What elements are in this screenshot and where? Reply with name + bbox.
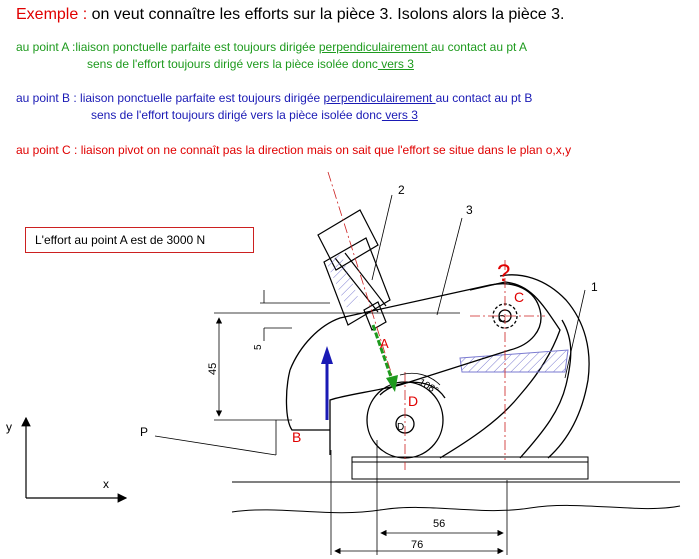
- angle-label: 108°: [416, 377, 440, 397]
- point-b-text-2: sens de l'effort toujours dirigé vers la pièce isolée donc: [91, 108, 382, 122]
- force-note-text: L'effort au point A est de 3000 N: [35, 233, 206, 247]
- base-plate: [232, 457, 680, 513]
- question-mark: ?: [497, 260, 511, 287]
- point-a-text-1b: au contact au pt A: [430, 40, 528, 54]
- point-a-underlined-2: vers 3: [377, 57, 414, 71]
- point-a-text-2: sens de l'effort toujours dirigé vers la pièce isolée donc: [87, 57, 378, 71]
- point-a-text-1: au point A :liaison ponctuelle parfaite est toujours dirigée: [16, 40, 319, 54]
- plane-p-label: P: [140, 425, 149, 439]
- point-b-text-1b: au contact au pt B: [435, 91, 533, 105]
- force-note-box: [25, 227, 254, 253]
- dim-56-label: 56: [433, 518, 446, 530]
- point-c-label: C: [514, 289, 525, 305]
- point-a-underlined-1: perpendiculairement: [318, 40, 431, 54]
- dim-76-label: 76: [411, 539, 424, 551]
- point-c-line: au point C : liaison pivot on ne connaît pas la direction mais on sait que l'effort se situe dans le plan o,x,y: [16, 143, 572, 157]
- title-text: on veut connaître les efforts sur la pièce 3. Isolons alors la pièce 3.: [87, 6, 565, 23]
- point-c-small-label: C: [498, 314, 506, 325]
- part-3-label: 3: [466, 203, 473, 217]
- point-b-text-1: au point B : liaison ponctuelle parfaite est toujours dirigée: [16, 91, 324, 105]
- part-2-screw: [318, 210, 390, 330]
- center-lines: [328, 172, 545, 470]
- point-b-underlined-1: perpendiculairement: [323, 91, 436, 105]
- dimension-45: [214, 290, 460, 420]
- title-keyword: Exemple :: [16, 6, 88, 23]
- axis-x-label: x: [103, 477, 109, 491]
- point-b-label: B: [292, 429, 302, 445]
- part-2-label: 2: [398, 183, 405, 197]
- dim-5-label: 5: [253, 344, 264, 350]
- part-1-label: 1: [591, 280, 598, 294]
- point-b-underlined-2: vers 3: [381, 108, 418, 122]
- axis-y-label: y: [6, 420, 12, 434]
- dim-45-label: 45: [207, 362, 219, 375]
- point-a-label: A: [380, 336, 389, 351]
- point-d-small-label: D: [397, 422, 405, 433]
- point-d-label: D: [408, 393, 419, 409]
- force-b-arrow: [321, 346, 333, 420]
- axes: [26, 418, 126, 498]
